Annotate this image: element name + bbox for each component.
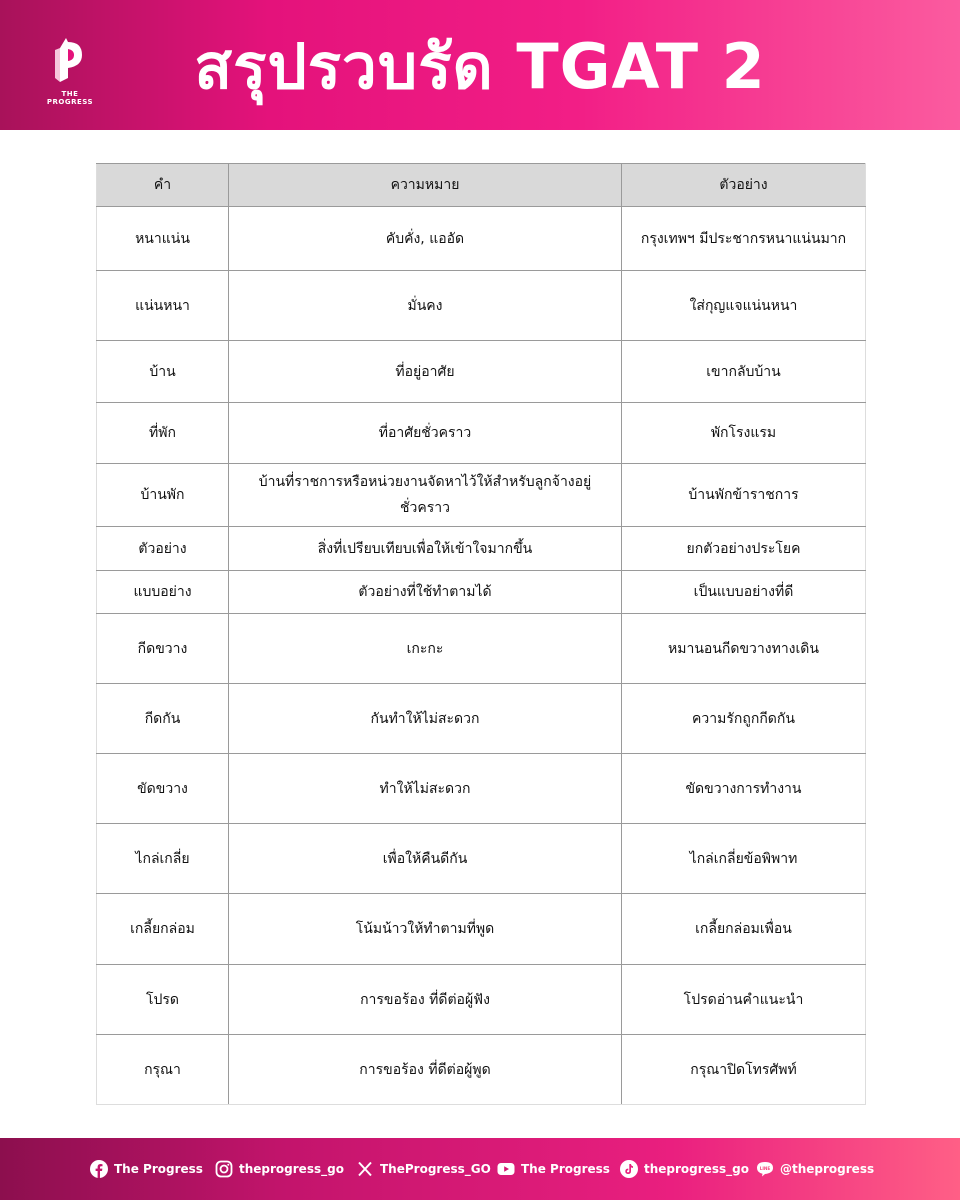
word-cell: กรุณา [97,1035,229,1105]
table-row [97,894,866,965]
column-header-example: ตัวอย่าง [622,164,866,207]
table-row [97,824,866,894]
column-header-word: คำ [97,164,229,207]
word-cell: เกลี้ยกล่อม [97,894,229,965]
word-cell: กีดขวาง [97,614,229,684]
meaning-cell: ตัวอย่างที่ใช้ทำตามได้ [229,571,622,614]
table-row [97,684,866,754]
table-row [97,614,866,684]
social-x[interactable] [356,1138,491,1200]
example-cell: ขัดขวางการทำงาน [622,754,866,824]
brand-logo[interactable] [40,38,100,106]
social-line[interactable] [756,1138,874,1200]
word-cell: แน่นหนา [97,271,229,341]
example-cell: โปรดอ่านคำแนะนำ [622,965,866,1035]
meaning-cell: คับคั่ง, แออัด [229,207,622,271]
x-icon [356,1160,374,1178]
word-cell: ที่พัก [97,403,229,464]
svg-text:LINE: LINE [759,1165,771,1171]
table-row [97,965,866,1035]
table-row [97,207,866,271]
meaning-cell: เพื่อให้คืนดีกัน [229,824,622,894]
social-facebook[interactable] [90,1138,203,1200]
social-tiktok[interactable] [620,1138,749,1200]
table-row [97,1035,866,1105]
example-cell: เป็นแบบอย่างที่ดี [622,571,866,614]
table-header-row [97,164,866,207]
word-cell: บ้าน [97,341,229,403]
table-row [97,464,866,527]
line-icon [756,1160,774,1178]
meaning-cell: ทำให้ไม่สะดวก [229,754,622,824]
example-cell: กรุงเทพฯ มีประชากรหนาแน่นมาก [622,207,866,271]
meaning-cell: สิ่งที่เปรียบเทียบเพื่อให้เข้าใจมากขึ้น [229,527,622,571]
column-header-meaning: ความหมาย [229,164,622,207]
meaning-cell: ที่อยู่อาศัย [229,341,622,403]
social-label: The Progress [521,1162,610,1176]
tiktok-icon [620,1160,638,1178]
header-banner [0,0,960,130]
table-row [97,527,866,571]
word-cell: กีดกัน [97,684,229,754]
meaning-cell: ที่อาศัยชั่วคราว [229,403,622,464]
vocabulary-table [96,163,866,1105]
the-progress-logo-icon [52,38,82,82]
instagram-icon [215,1160,233,1178]
example-cell: เกลี้ยกล่อมเพื่อน [622,894,866,965]
social-youtube[interactable] [497,1138,610,1200]
example-cell: กรุณาปิดโทรศัพท์ [622,1035,866,1105]
meaning-cell: การขอร้อง ที่ดีต่อผู้ฟัง [229,965,622,1035]
word-cell: ไกล่เกลี่ย [97,824,229,894]
meaning-cell: มั่นคง [229,271,622,341]
footer-social-bar [0,1138,960,1200]
word-cell: แบบอย่าง [97,571,229,614]
example-cell: ยกตัวอย่างประโยค [622,527,866,571]
social-label: theprogress_go [239,1162,344,1176]
word-cell: ตัวอย่าง [97,527,229,571]
meaning-cell: บ้านที่ราชการหรือหน่วยงานจัดหาไว้ให้สำหรับลูกจ้างอยู่ชั่วคราว [229,464,622,527]
meaning-cell: เกะกะ [229,614,622,684]
example-cell: ไกล่เกลี่ยข้อพิพาท [622,824,866,894]
meaning-cell: การขอร้อง ที่ดีต่อผู้พูด [229,1035,622,1105]
meaning-cell: กันทำให้ไม่สะดวก [229,684,622,754]
word-cell: โปรด [97,965,229,1035]
word-cell: ขัดขวาง [97,754,229,824]
social-label: theprogress_go [644,1162,749,1176]
example-cell: ความรักถูกกีดกัน [622,684,866,754]
page-title: สรุปรวบรัด TGAT 2 [194,30,766,103]
meaning-cell: โน้มน้าวให้ทำตามที่พูด [229,894,622,965]
example-cell: บ้านพักข้าราชการ [622,464,866,527]
example-cell: หมานอนกีดขวางทางเดิน [622,614,866,684]
example-cell: เขากลับบ้าน [622,341,866,403]
social-label: @theprogress [780,1162,875,1176]
social-instagram[interactable] [215,1138,344,1200]
word-cell: หนาแน่น [97,207,229,271]
word-cell: บ้านพัก [97,464,229,527]
youtube-icon [497,1160,515,1178]
example-cell: พักโรงแรม [622,403,866,464]
table-row [97,571,866,614]
table-row [97,271,866,341]
table-row [97,403,866,464]
example-cell: ใส่กุญแจแน่นหนา [622,271,866,341]
social-label: TheProgress_GO [380,1162,491,1176]
table-row [97,341,866,403]
brand-name: THE PROGRESS [46,90,94,106]
table-row [97,754,866,824]
facebook-icon [90,1160,108,1178]
social-label: The Progress [114,1162,203,1176]
